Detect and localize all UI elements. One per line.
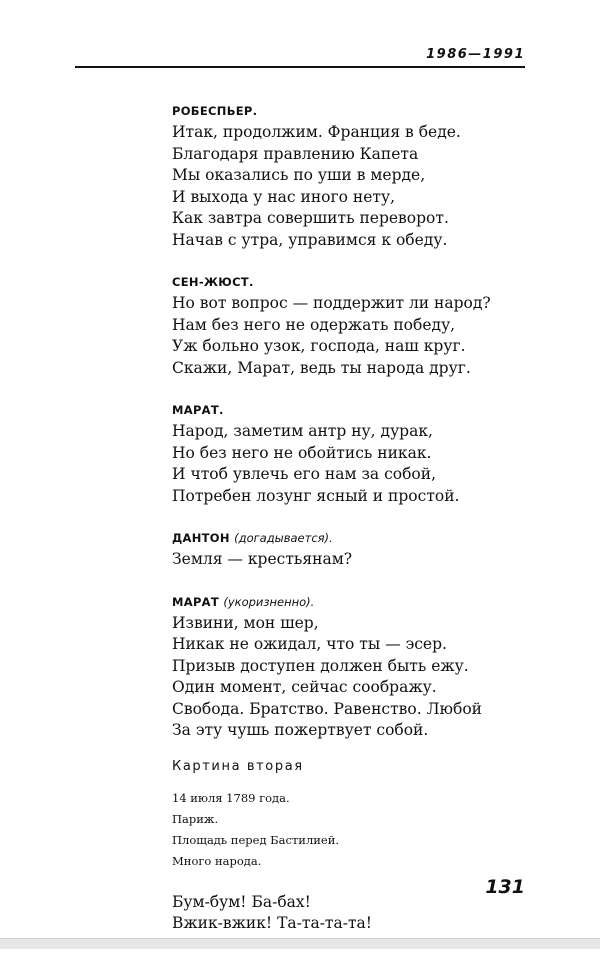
page-number: 131 (485, 876, 525, 898)
verse-line: Но без него не обойтись никак. (172, 443, 432, 462)
running-header-period: 1986—1991 (426, 47, 525, 62)
stage-direction-line: Много народа. (172, 853, 262, 868)
dialogue-block-marat-2 (172, 591, 552, 742)
verse-line: Нам без него не одержать победу, (172, 315, 456, 334)
dialogue-block-marat (172, 399, 552, 507)
verse-line: Никак не ожидал, что ты — эсер. (172, 635, 447, 653)
verse-line: Призыв доступен должен быть ежу. (172, 656, 469, 675)
speaker-name (172, 527, 552, 549)
speaker-name (172, 271, 552, 293)
verse-line: Свобода. Братство. Равенство. Любой (172, 699, 483, 718)
speaker-name (172, 100, 552, 122)
speaker-label: МАРАТ (172, 594, 220, 609)
scan-bottom-edge (0, 938, 600, 949)
verse-line: Один момент, сейчас соображу. (172, 678, 437, 696)
speaker-label: МАРАТ. (172, 403, 224, 417)
verse-line: Потребен лозунг ясный и простой. (172, 486, 460, 505)
scene-title: Картина вторая (172, 758, 304, 774)
verse-line: И чтоб увлечь его нам за собой, (172, 465, 436, 483)
speaker-label: РОБЕСПЬЕР. (172, 104, 258, 118)
speaker-name (172, 399, 552, 421)
stage-direction: (укоризненно). (223, 594, 315, 609)
stage-direction: (догадывается). (234, 531, 333, 545)
verse-line: Земля — крестьянам? (172, 550, 353, 568)
scene-stage-directions (172, 788, 552, 872)
stage-direction-line: 14 июля 1789 года. (172, 790, 290, 805)
verse-line: Скажи, Марат, ведь ты народа друг. (172, 358, 471, 377)
verse-line: Начав с утра, управимся к обеду. (172, 230, 448, 249)
verse-line: Как завтра совершить переворот. (172, 209, 449, 227)
dialogue-block-saint-just (172, 271, 552, 379)
verse-line: За эту чушь пожертвует собой. (172, 721, 429, 739)
sound-line: Вжик-вжик! Та-та-та-та! (172, 914, 373, 932)
play-text (172, 100, 552, 955)
header-rule (75, 66, 525, 68)
sound-line: Бум-бум! Ба-бах! (172, 892, 311, 911)
verse-line: Благодаря правлению Капета (172, 144, 419, 163)
dialogue-block-robespierre (172, 100, 552, 251)
verse-line: И выхода у нас иного нету, (172, 187, 396, 206)
stage-direction-line: Париж. (172, 811, 219, 826)
verse-line: Народ, заметим антр ну, дурак, (172, 422, 433, 440)
dialogue-block-danton (172, 527, 552, 571)
verse-line: Извини, мон шер, (172, 613, 319, 632)
verse-line: Уж больно узок, господа, наш круг. (172, 337, 466, 355)
verse-line: Но вот вопрос — поддержит ли народ? (172, 294, 491, 312)
speaker-label: ДАНТОН (172, 531, 230, 545)
verse-line: Итак, продолжим. Франция в беде. (172, 123, 461, 141)
stage-direction-line: Площадь перед Бастилией. (172, 832, 340, 847)
speaker-label: СЕН-ЖЮСТ. (172, 275, 254, 289)
verse-line: Мы оказались по уши в мерде, (172, 166, 426, 184)
speaker-name (172, 591, 552, 613)
